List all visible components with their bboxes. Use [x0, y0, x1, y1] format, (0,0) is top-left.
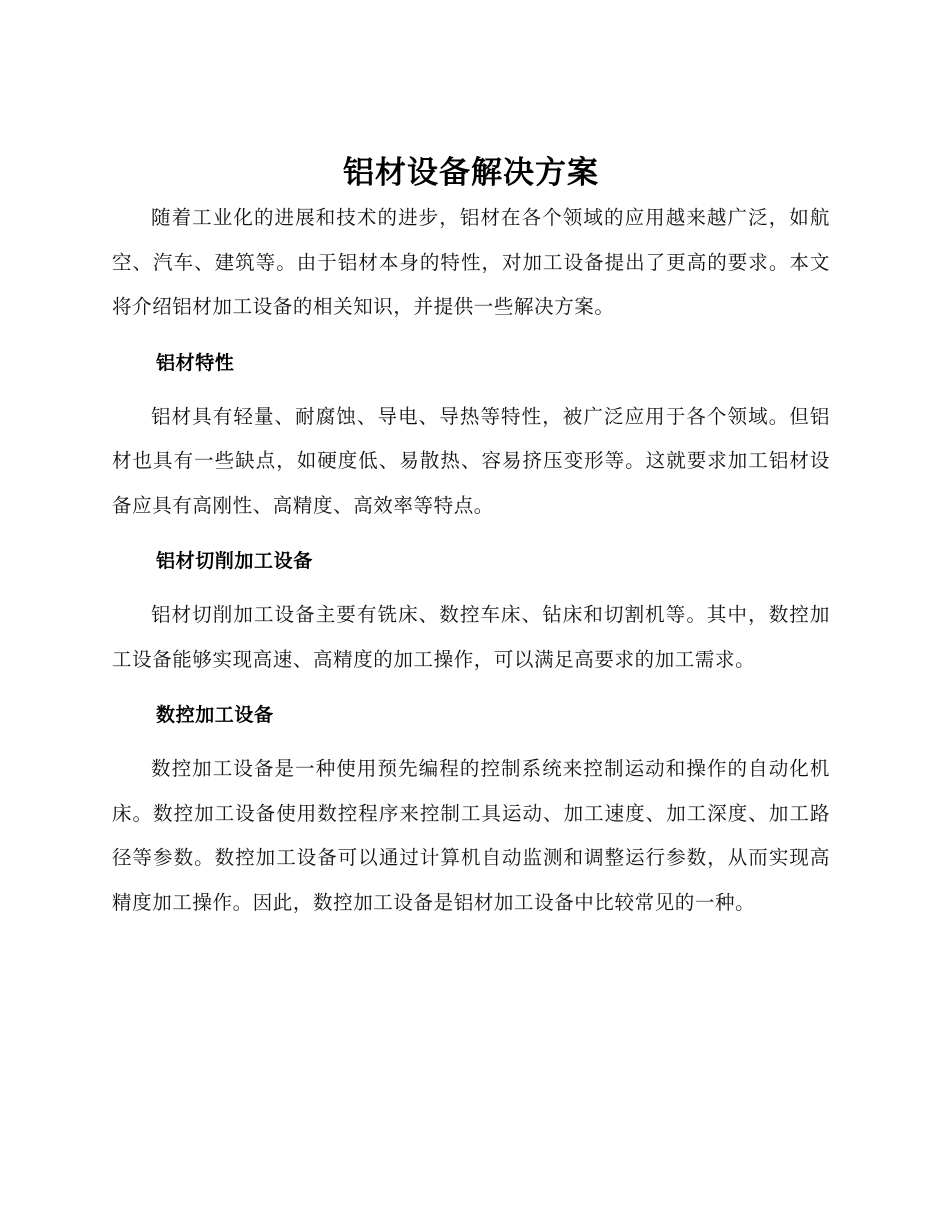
- intro-paragraph: 随着工业化的进展和技术的进步，铝材在各个领域的应用越来越广泛，如航空、汽车、建筑等。由于铝材本身的特性，对加工设备提出了更高的要求。本文将介绍铝材加工设备的相关知识，并提供一些解决方案。: [112, 206, 830, 318]
- document-content: [112, 150, 830, 925]
- section-body-cutting-equipment: 铝材切削加工设备主要有铣床、数控车床、钻床和切割机等。其中，数控加工设备能够实现高速、高精度的加工操作，可以满足高要求的加工需求。: [112, 603, 830, 671]
- page-title: 铝材设备解决方案: [343, 155, 599, 191]
- section-heading-cnc-equipment: 数控加工设备: [156, 704, 274, 726]
- section-heading-aluminum-properties: 铝材特性: [156, 351, 235, 374]
- section-heading-cutting-equipment: 铝材切削加工设备: [156, 550, 313, 572]
- section-body-cnc-equipment: 数控加工设备是一种使用预先编程的控制系统来控制运动和操作的自动化机床。数控加工设备使用数控程序来控制工具运动、加工速度、加工深度、加工路径等参数。数控加工设备可以通过计算机自动监测和调整运行参数，从而实现高精度加工操作。因此，数控加工设备是铝材加工设备中比较常见的一种。: [112, 757, 830, 914]
- section-body-aluminum-properties: 铝材具有轻量、耐腐蚀、导电、导热等特性，被广泛应用于各个领域。但铝材也具有一些缺点，如硬度低、易散热、容易挤压变形等。这就要求加工铝材设备应具有高刚性、高精度、高效率等特点。: [112, 404, 830, 517]
